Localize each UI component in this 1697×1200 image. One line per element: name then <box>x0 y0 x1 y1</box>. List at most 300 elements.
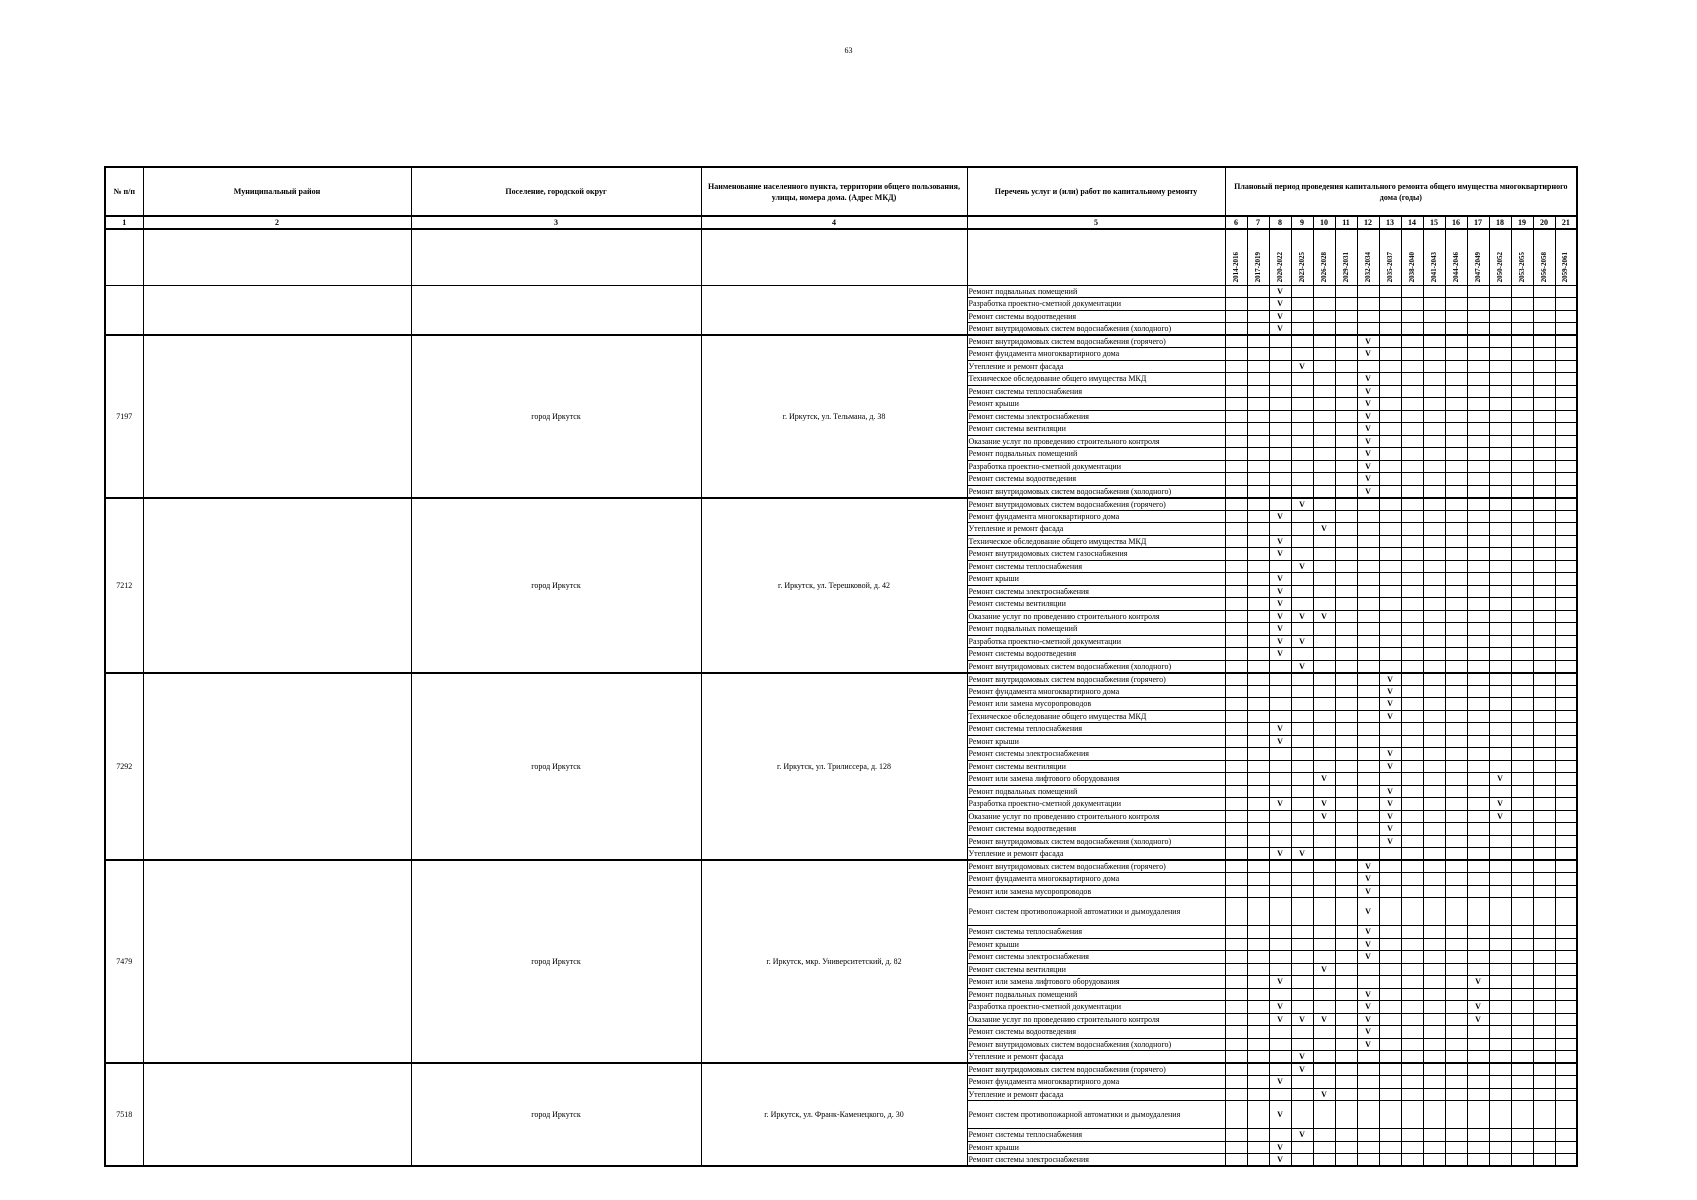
period-blank-cell <box>967 229 1225 285</box>
work-item: Разработка проектно-сметной документации <box>967 298 1225 311</box>
period-cell <box>1555 1026 1577 1039</box>
period-cell <box>1423 848 1445 861</box>
period-cell <box>1401 963 1423 976</box>
period-cell <box>1225 610 1247 623</box>
work-item: Ремонт крыши <box>967 735 1225 748</box>
period-cell <box>1291 1001 1313 1014</box>
period-cell <box>1555 685 1577 698</box>
period-cell <box>1511 685 1533 698</box>
period-cell <box>1335 435 1357 448</box>
period-cell <box>1533 1001 1555 1014</box>
period-cell <box>1423 885 1445 898</box>
period-cell <box>1555 823 1577 836</box>
period-cell <box>1533 360 1555 373</box>
period-cell <box>1467 848 1489 861</box>
period-cell <box>1335 848 1357 861</box>
period-cell <box>1533 1076 1555 1089</box>
period-cell <box>1225 963 1247 976</box>
period-cell <box>1335 623 1357 636</box>
planned-mark: V <box>1269 1013 1291 1026</box>
settlement: город Иркутск <box>411 335 701 498</box>
planned-mark: V <box>1357 926 1379 939</box>
period-cell <box>1357 560 1379 573</box>
period-cell <box>1423 598 1445 611</box>
period-cell <box>1225 735 1247 748</box>
period-cell <box>1401 1129 1423 1142</box>
period-cell <box>1445 448 1467 461</box>
period-cell <box>1445 848 1467 861</box>
period-cell <box>1313 498 1335 511</box>
work-item: Ремонт системы вентиляции <box>967 598 1225 611</box>
period-cell <box>1335 951 1357 964</box>
period-cell <box>1379 1088 1401 1101</box>
work-item: Ремонт системы вентиляции <box>967 760 1225 773</box>
period-cell <box>1489 523 1511 536</box>
period-cell <box>1555 548 1577 561</box>
period-cell <box>1423 926 1445 939</box>
period-cell <box>1225 423 1247 436</box>
period-cell <box>1445 1141 1467 1154</box>
period-cell <box>1313 573 1335 586</box>
period-cell <box>1225 1063 1247 1076</box>
period-cell <box>1269 335 1291 348</box>
period-header-cell <box>1445 229 1467 285</box>
period-cell <box>1489 460 1511 473</box>
period-cell <box>1379 1129 1401 1142</box>
period-cell <box>1269 926 1291 939</box>
planned-mark: V <box>1269 623 1291 636</box>
period-cell <box>1335 823 1357 836</box>
work-item: Ремонт внутридомовых систем водоснабжения (горячего) <box>967 498 1225 511</box>
period-cell <box>1489 1001 1511 1014</box>
period-cell <box>1511 1129 1533 1142</box>
planned-mark: V <box>1269 598 1291 611</box>
period-cell <box>1489 348 1511 361</box>
period-cell <box>1533 760 1555 773</box>
period-cell <box>1291 460 1313 473</box>
period-cell <box>1445 1038 1467 1051</box>
period-cell <box>1489 735 1511 748</box>
period-cell <box>1489 473 1511 486</box>
period-cell <box>1489 435 1511 448</box>
period-cell <box>1511 723 1533 736</box>
period-cell <box>1445 823 1467 836</box>
work-item: Ремонт или замена мусоропроводов <box>967 885 1225 898</box>
table-row <box>105 673 1577 686</box>
period-cell <box>1467 1051 1489 1064</box>
planned-mark: V <box>1357 951 1379 964</box>
period-cell <box>1423 1013 1445 1026</box>
period-cell <box>1423 773 1445 786</box>
period-cell <box>1335 898 1357 926</box>
period-cell <box>1511 348 1533 361</box>
period-cell <box>1533 698 1555 711</box>
period-cell <box>1489 748 1511 761</box>
period-cell <box>1291 963 1313 976</box>
period-cell <box>1467 598 1489 611</box>
work-item: Ремонт системы вентиляции <box>967 963 1225 976</box>
period-cell <box>1511 673 1533 686</box>
period-cell <box>1511 698 1533 711</box>
period-cell <box>1401 348 1423 361</box>
period-cell <box>1247 523 1269 536</box>
period-cell <box>1379 310 1401 323</box>
period-cell <box>1467 648 1489 661</box>
period-cell <box>1489 585 1511 598</box>
period-cell <box>1291 951 1313 964</box>
period-cell <box>1335 473 1357 486</box>
planned-mark: V <box>1269 648 1291 661</box>
period-cell <box>1423 735 1445 748</box>
period-cell <box>1313 1129 1335 1142</box>
period-cell <box>1489 848 1511 861</box>
period-cell <box>1423 510 1445 523</box>
period-cell <box>1555 1076 1577 1089</box>
period-cell <box>1511 938 1533 951</box>
period-cell <box>1555 885 1577 898</box>
period-cell <box>1247 748 1269 761</box>
period-cell <box>1379 523 1401 536</box>
period-cell <box>1313 760 1335 773</box>
period-cell <box>1335 1063 1357 1076</box>
period-cell <box>1467 298 1489 311</box>
period-cell <box>1401 685 1423 698</box>
period-cell <box>1489 685 1511 698</box>
period-cell <box>1291 760 1313 773</box>
period-cell <box>1247 926 1269 939</box>
period-cell <box>1291 535 1313 548</box>
period-cell <box>1357 285 1379 298</box>
period-cell <box>1467 710 1489 723</box>
period-cell <box>1423 873 1445 886</box>
period-cell <box>1269 423 1291 436</box>
column-number: 2 <box>143 216 411 229</box>
period-cell <box>1291 585 1313 598</box>
table-header-row <box>105 167 1577 216</box>
period-cell <box>1533 435 1555 448</box>
period-cell <box>1401 385 1423 398</box>
work-item: Оказание услуг по проведению строительного контроля <box>967 1013 1225 1026</box>
period-cell <box>1379 373 1401 386</box>
period-cell <box>1357 648 1379 661</box>
planned-mark: V <box>1269 323 1291 336</box>
period-cell <box>1357 798 1379 811</box>
planned-mark: V <box>1291 635 1313 648</box>
period-cell <box>1225 898 1247 926</box>
period-header-cell <box>1379 229 1401 285</box>
period-cell <box>1445 951 1467 964</box>
period-cell <box>1291 548 1313 561</box>
period-cell <box>1379 660 1401 673</box>
period-cell <box>1401 1013 1423 1026</box>
period-cell <box>1379 573 1401 586</box>
work-item: Ремонт системы электроснабжения <box>967 585 1225 598</box>
period-cell <box>1467 963 1489 976</box>
period-cell <box>1445 498 1467 511</box>
period-cell <box>1467 523 1489 536</box>
period-cell <box>1401 938 1423 951</box>
period-cell <box>1445 1051 1467 1064</box>
period-cell <box>1445 648 1467 661</box>
period-cell <box>1313 860 1335 873</box>
period-cell <box>1313 635 1335 648</box>
period-cell <box>1291 485 1313 498</box>
period-cell <box>1379 951 1401 964</box>
work-item: Ремонт систем противопожарной автоматики и дымоудаления <box>967 1101 1225 1129</box>
period-cell <box>1533 310 1555 323</box>
planned-mark: V <box>1357 398 1379 411</box>
period-cell <box>1401 373 1423 386</box>
period-cell <box>1379 988 1401 1001</box>
period-cell <box>1511 773 1533 786</box>
work-item: Утепление и ремонт фасада <box>967 1051 1225 1064</box>
period-cell <box>1467 1141 1489 1154</box>
work-item: Ремонт внутридомовых систем водоснабжения (горячего) <box>967 335 1225 348</box>
period-cell <box>1401 285 1423 298</box>
period-cell <box>1533 1013 1555 1026</box>
period-cell <box>1247 473 1269 486</box>
period-cell <box>1357 835 1379 848</box>
planned-mark: V <box>1269 635 1291 648</box>
period-cell <box>1335 1129 1357 1142</box>
period-cell <box>1423 448 1445 461</box>
work-item: Техническое обследование общего имущества МКД <box>967 535 1225 548</box>
period-cell <box>1555 448 1577 461</box>
period-cell <box>1533 535 1555 548</box>
period-cell <box>1247 963 1269 976</box>
period-cell <box>1445 473 1467 486</box>
period-cell <box>1269 1129 1291 1142</box>
period-cell <box>1445 573 1467 586</box>
planned-mark: V <box>1269 798 1291 811</box>
planned-mark: V <box>1489 773 1511 786</box>
period-cell <box>1269 673 1291 686</box>
period-cell <box>1247 885 1269 898</box>
planned-mark: V <box>1269 735 1291 748</box>
period-cell <box>1533 1063 1555 1076</box>
period-cell <box>1489 623 1511 636</box>
period-cell <box>1511 1038 1533 1051</box>
period-cell <box>1291 623 1313 636</box>
work-item: Ремонт или замена лифтового оборудования <box>967 976 1225 989</box>
period-cell <box>1291 735 1313 748</box>
period-cell <box>1335 360 1357 373</box>
period-cell <box>1313 723 1335 736</box>
column-number: 4 <box>701 216 967 229</box>
period-cell <box>1335 448 1357 461</box>
period-cell <box>1357 785 1379 798</box>
period-cell <box>1489 560 1511 573</box>
period-cell <box>1247 610 1269 623</box>
period-cell <box>1357 1101 1379 1129</box>
period-cell <box>1379 448 1401 461</box>
period-cell <box>1225 635 1247 648</box>
period-cell <box>1533 1088 1555 1101</box>
period-cell <box>1247 585 1269 598</box>
period-cell <box>1423 385 1445 398</box>
period-cell <box>1423 1051 1445 1064</box>
planned-mark: V <box>1357 410 1379 423</box>
period-cell <box>1423 938 1445 951</box>
period-cell <box>1511 423 1533 436</box>
period-cell <box>1357 963 1379 976</box>
period-cell <box>1555 585 1577 598</box>
period-cell <box>1357 510 1379 523</box>
planned-mark: V <box>1357 485 1379 498</box>
table-row <box>105 860 1577 873</box>
period-cell <box>1555 951 1577 964</box>
period-cell <box>1357 685 1379 698</box>
municipal-district <box>143 285 411 335</box>
period-cell <box>1511 598 1533 611</box>
period-cell <box>1533 898 1555 926</box>
period-cell <box>1401 485 1423 498</box>
period-cell <box>1401 976 1423 989</box>
planned-mark: V <box>1313 773 1335 786</box>
work-item: Ремонт систем противопожарной автоматики и дымоудаления <box>967 898 1225 926</box>
row-number: 7212 <box>105 498 143 673</box>
period-cell <box>1401 1038 1423 1051</box>
period-cell <box>1357 810 1379 823</box>
period-cell <box>1489 360 1511 373</box>
period-cell <box>1247 460 1269 473</box>
period-cell <box>1489 976 1511 989</box>
period-cell <box>1423 823 1445 836</box>
period-cell <box>1445 976 1467 989</box>
period-cell <box>1247 448 1269 461</box>
period-cell <box>1225 660 1247 673</box>
period-cell <box>1379 648 1401 661</box>
column-number: 21 <box>1555 216 1577 229</box>
period-cell <box>1335 1141 1357 1154</box>
planned-mark: V <box>1379 748 1401 761</box>
planned-mark: V <box>1489 798 1511 811</box>
work-item: Ремонт внутридомовых систем водоснабжения (холодного) <box>967 835 1225 848</box>
period-cell <box>1379 1154 1401 1167</box>
period-cell <box>1467 760 1489 773</box>
period-cell <box>1511 535 1533 548</box>
period-cell <box>1379 773 1401 786</box>
period-cell <box>1291 448 1313 461</box>
period-cell <box>1313 585 1335 598</box>
period-cell <box>1445 1063 1467 1076</box>
work-item: Ремонт внутридомовых систем водоснабжения (холодного) <box>967 323 1225 336</box>
period-cell <box>1313 435 1335 448</box>
work-item: Разработка проектно-сметной документации <box>967 1001 1225 1014</box>
period-cell <box>1225 573 1247 586</box>
period-cell <box>1225 1038 1247 1051</box>
table-row <box>105 498 1577 511</box>
period-cell <box>1247 785 1269 798</box>
period-cell <box>1313 285 1335 298</box>
work-item: Ремонт системы водоотведения <box>967 823 1225 836</box>
period-cell <box>1467 735 1489 748</box>
settlement: город Иркутск <box>411 860 701 1063</box>
period-cell <box>1313 560 1335 573</box>
period-cell <box>1401 988 1423 1001</box>
period-cell <box>1423 1026 1445 1039</box>
period-cell <box>1445 898 1467 926</box>
period-blank-cell <box>411 229 701 285</box>
period-cell <box>1445 360 1467 373</box>
period-cell <box>1555 673 1577 686</box>
period-cell <box>1291 698 1313 711</box>
period-cell <box>1555 1013 1577 1026</box>
period-cell <box>1555 1001 1577 1014</box>
period-cell <box>1489 1076 1511 1089</box>
period-cell <box>1357 1063 1379 1076</box>
period-cell <box>1379 298 1401 311</box>
work-item: Техническое обследование общего имущества МКД <box>967 710 1225 723</box>
planned-mark: V <box>1269 1101 1291 1129</box>
period-cell <box>1445 835 1467 848</box>
period-cell <box>1291 323 1313 336</box>
period-cell <box>1467 548 1489 561</box>
planned-mark: V <box>1467 1001 1489 1014</box>
municipal-district <box>143 1063 411 1166</box>
period-cell <box>1511 523 1533 536</box>
period-cell <box>1489 835 1511 848</box>
planned-mark: V <box>1291 360 1313 373</box>
period-cell <box>1247 988 1269 1001</box>
period-cell <box>1291 938 1313 951</box>
period-cell <box>1555 360 1577 373</box>
period-cell <box>1335 1154 1357 1167</box>
period-cell <box>1555 410 1577 423</box>
period-header-cell <box>1335 229 1357 285</box>
period-cell <box>1533 926 1555 939</box>
planned-mark: V <box>1357 1026 1379 1039</box>
period-cell <box>1247 735 1269 748</box>
planned-mark: V <box>1269 1154 1291 1167</box>
period-cell <box>1423 348 1445 361</box>
period-cell <box>1225 285 1247 298</box>
period-cell <box>1313 1063 1335 1076</box>
column-number: 6 <box>1225 216 1247 229</box>
period-cell <box>1533 460 1555 473</box>
period-cell <box>1445 785 1467 798</box>
period-cell <box>1555 648 1577 661</box>
period-cell <box>1247 360 1269 373</box>
period-cell <box>1489 573 1511 586</box>
period-cell <box>1511 1076 1533 1089</box>
period-cell <box>1357 735 1379 748</box>
period-cell <box>1269 860 1291 873</box>
period-cell <box>1445 485 1467 498</box>
period-cell <box>1423 798 1445 811</box>
column-number: 1 <box>105 216 143 229</box>
period-cell <box>1225 685 1247 698</box>
period-cell <box>1511 710 1533 723</box>
period-header-cell <box>1511 229 1533 285</box>
period-label: 2047-2049 <box>1473 252 1482 283</box>
period-cell <box>1533 673 1555 686</box>
work-item: Оказание услуг по проведению строительного контроля <box>967 810 1225 823</box>
period-cell <box>1313 410 1335 423</box>
period-cell <box>1313 785 1335 798</box>
work-item: Ремонт крыши <box>967 1141 1225 1154</box>
period-cell <box>1423 435 1445 448</box>
period-cell <box>1335 710 1357 723</box>
period-cell <box>1467 473 1489 486</box>
period-cell <box>1247 723 1269 736</box>
period-cell <box>1357 585 1379 598</box>
period-cell <box>1225 810 1247 823</box>
period-cell <box>1467 810 1489 823</box>
period-cell <box>1247 710 1269 723</box>
period-cell <box>1445 285 1467 298</box>
period-cell <box>1225 1076 1247 1089</box>
